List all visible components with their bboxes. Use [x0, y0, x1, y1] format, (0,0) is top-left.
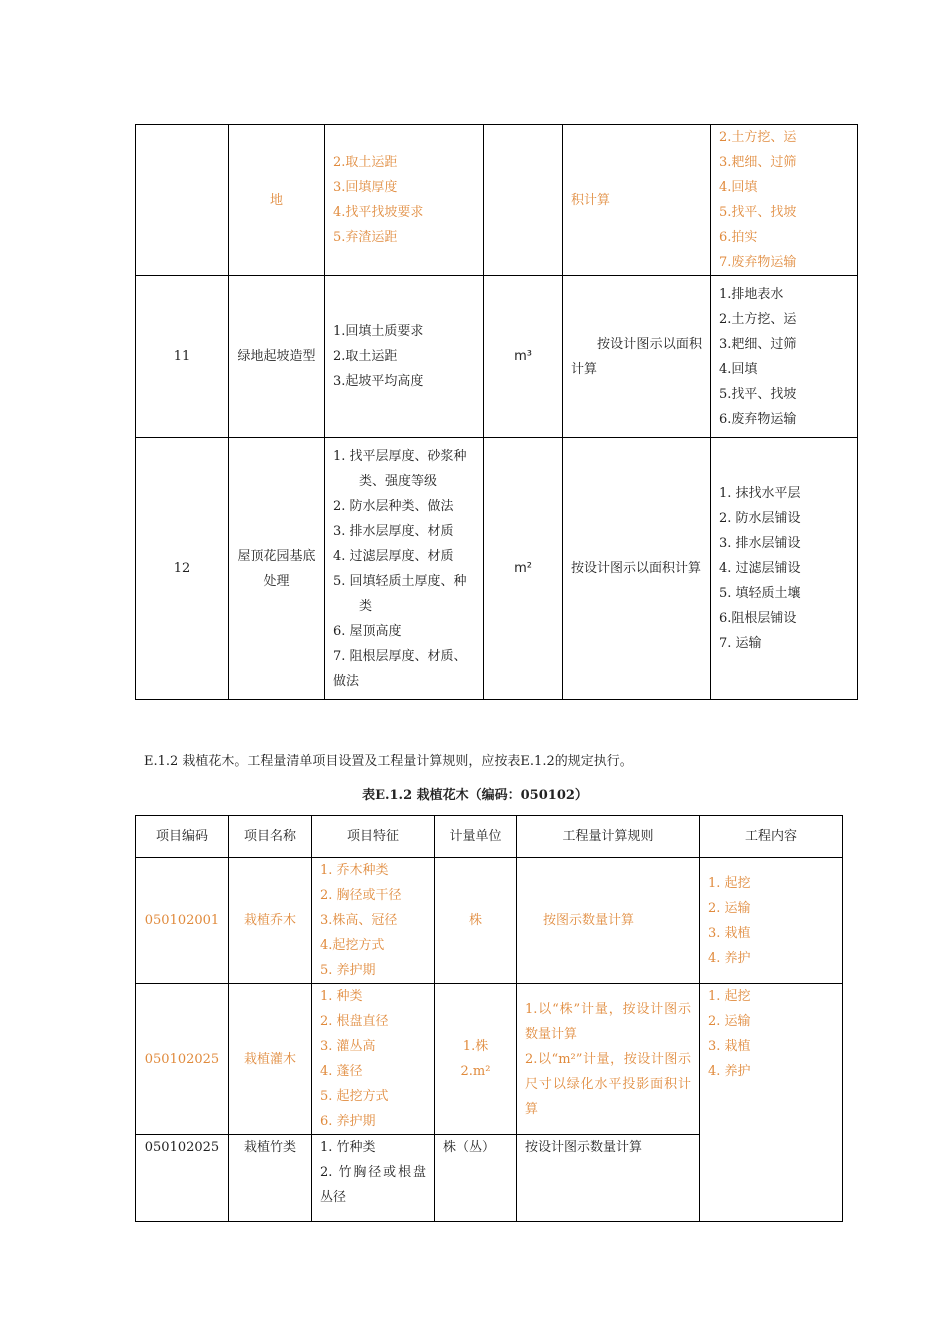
content-line: 4.回填 — [719, 180, 758, 195]
unit: m³ — [484, 276, 563, 438]
item-code: 050102001 — [136, 858, 229, 984]
content-line: 3.耙细、过筛 — [719, 336, 797, 352]
rule-line: 1.以“株”计量，按设计图示数量计算 — [525, 1001, 691, 1042]
column-header: 工程内容 — [700, 816, 843, 858]
calc-rule: 按设计图示数量计算 — [517, 1135, 700, 1222]
feature-line: 3. 排水层厚度、材质 — [333, 523, 454, 539]
feature-line: 4. 过滤层厚度、材质 — [333, 548, 454, 564]
column-header: 项目编码 — [136, 816, 229, 858]
feature-line: 3.回填厚度 — [333, 180, 398, 195]
work-content — [711, 438, 858, 700]
content-line: 3. 栽植 — [708, 925, 751, 941]
feature-line: 2. 根盘直径 — [320, 1014, 389, 1029]
feature-line: 1. 竹种类 — [320, 1140, 376, 1155]
column-header: 工程量计算规则 — [517, 816, 700, 858]
feature-line: 7. 阻根层厚度、材质、做法 — [333, 648, 467, 689]
content-line: 1. 起挖 — [708, 989, 751, 1004]
item-name: 栽植乔木 — [229, 858, 312, 984]
unit: 株（丛） — [435, 1135, 517, 1222]
unit — [435, 984, 517, 1135]
item-name: 绿地起坡造型 — [229, 276, 325, 438]
calc-rule — [517, 984, 700, 1135]
content-line: 3. 栽植 — [708, 1039, 751, 1054]
section-paragraph: E.1.2 栽植花木。工程量清单项目设置及工程量计算规则，应按表E.1.2的规定执行。 — [144, 754, 633, 769]
work-content — [700, 858, 843, 984]
feature-line: 2. 竹胸径或根盘丛径 — [320, 1165, 426, 1205]
content-line: 4. 养护 — [708, 950, 751, 966]
row-number: 12 — [136, 438, 229, 700]
unit-line: 2.m² — [460, 1064, 491, 1079]
feature-line: 2.取土运距 — [333, 349, 398, 364]
item-features — [312, 1135, 435, 1222]
feature-line: 1. 找平层厚度、砂浆种类、强度等级 — [333, 448, 467, 489]
unit — [484, 125, 563, 276]
unit: 株 — [435, 858, 517, 984]
table-continuation — [135, 124, 858, 700]
feature-line: 1. 种类 — [320, 989, 363, 1004]
feature-line: 5. 起挖方式 — [320, 1089, 389, 1104]
row-number — [136, 125, 229, 276]
content-line: 5. 填轻质土壤 — [719, 586, 801, 601]
content-line: 1. 起挖 — [708, 875, 751, 891]
item-features — [325, 276, 484, 438]
column-header: 项目名称 — [229, 816, 312, 858]
feature-line: 5. 养护期 — [320, 963, 376, 978]
item-code: 050102025 — [136, 1135, 229, 1222]
feature-line: 1. 乔木种类 — [320, 863, 389, 878]
content-line: 4.回填 — [719, 361, 758, 377]
item-features — [325, 438, 484, 700]
content-line: 7.废弃物运输 — [719, 255, 797, 270]
feature-line: 5. 回填轻质土厚度、种类 — [333, 573, 467, 614]
table-header-row — [136, 816, 843, 858]
feature-line: 6. 养护期 — [320, 1114, 376, 1129]
content-line: 5.找平、找坡 — [719, 205, 797, 220]
work-content — [711, 276, 858, 438]
content-line: 1.排地表水 — [719, 286, 784, 302]
work-content — [711, 125, 858, 276]
item-name: 栽植竹类 — [229, 1135, 312, 1222]
unit: m² — [484, 438, 563, 700]
content-line: 4. 过滤层铺设 — [719, 561, 801, 576]
item-name: 栽植灌木 — [229, 984, 312, 1135]
feature-line: 3.起坡平均高度 — [333, 374, 424, 389]
feature-line: 2. 防水层种类、做法 — [333, 498, 454, 514]
feature-line: 4.起挖方式 — [320, 938, 385, 953]
content-line: 2.土方挖、运 — [719, 130, 797, 145]
content-line: 6.废弃物运输 — [719, 411, 797, 427]
calc-rule: 按设计图示以面积计算 — [563, 438, 711, 700]
content-line: 1. 抹找水平层 — [719, 486, 801, 501]
item-name: 地 — [229, 125, 325, 276]
column-header: 计量单位 — [435, 816, 517, 858]
rule-line: 2.以“m²”计量，按设计图示尺寸以绿化水平投影面积计算 — [525, 1051, 691, 1117]
table-row — [136, 858, 843, 984]
calc-rule: 按图示数量计算 — [517, 858, 700, 984]
table-row — [136, 125, 858, 276]
content-line: 4. 养护 — [708, 1064, 751, 1079]
content-line: 6.拍实 — [719, 230, 758, 245]
planting-table — [135, 815, 843, 1222]
feature-line: 1.回填土质要求 — [333, 324, 424, 339]
work-content — [700, 984, 843, 1222]
content-line: 3.耙细、过筛 — [719, 155, 797, 170]
content-line: 7. 运输 — [719, 636, 762, 651]
calc-rule: 按设计图示以面积计算 — [563, 276, 711, 438]
feature-line: 3. 灌丛高 — [320, 1039, 376, 1054]
table-caption: 表E.1.2 栽植花木（编码：050102） — [362, 788, 588, 803]
calc-rule: 积计算 — [563, 125, 711, 276]
content-line: 2. 防水层铺设 — [719, 511, 801, 526]
row-number: 11 — [136, 276, 229, 438]
unit-line: 1.株 — [462, 1039, 489, 1054]
content-line: 2.土方挖、运 — [719, 311, 797, 327]
content-line: 2. 运输 — [708, 900, 751, 916]
feature-line: 2. 胸径或干径 — [320, 888, 402, 903]
feature-line: 4.找平找坡要求 — [333, 205, 424, 220]
item-name: 屋顶花园基底处理 — [229, 438, 325, 700]
content-line: 5.找平、找坡 — [719, 386, 797, 402]
content-line: 2. 运输 — [708, 1014, 751, 1029]
item-features — [325, 125, 484, 276]
table-row — [136, 984, 843, 1135]
content-line: 6.阻根层铺设 — [719, 611, 797, 626]
feature-line: 3.株高、冠径 — [320, 913, 398, 928]
feature-line: 6. 屋顶高度 — [333, 623, 402, 639]
column-header: 项目特征 — [312, 816, 435, 858]
item-code: 050102025 — [136, 984, 229, 1135]
feature-line: 5.弃渣运距 — [333, 230, 398, 245]
feature-line: 4. 蓬径 — [320, 1064, 363, 1079]
item-features — [312, 858, 435, 984]
item-features — [312, 984, 435, 1135]
table-row — [136, 276, 858, 438]
content-line: 3. 排水层铺设 — [719, 536, 801, 551]
table-row — [136, 438, 858, 700]
feature-line: 2.取土运距 — [333, 155, 398, 170]
